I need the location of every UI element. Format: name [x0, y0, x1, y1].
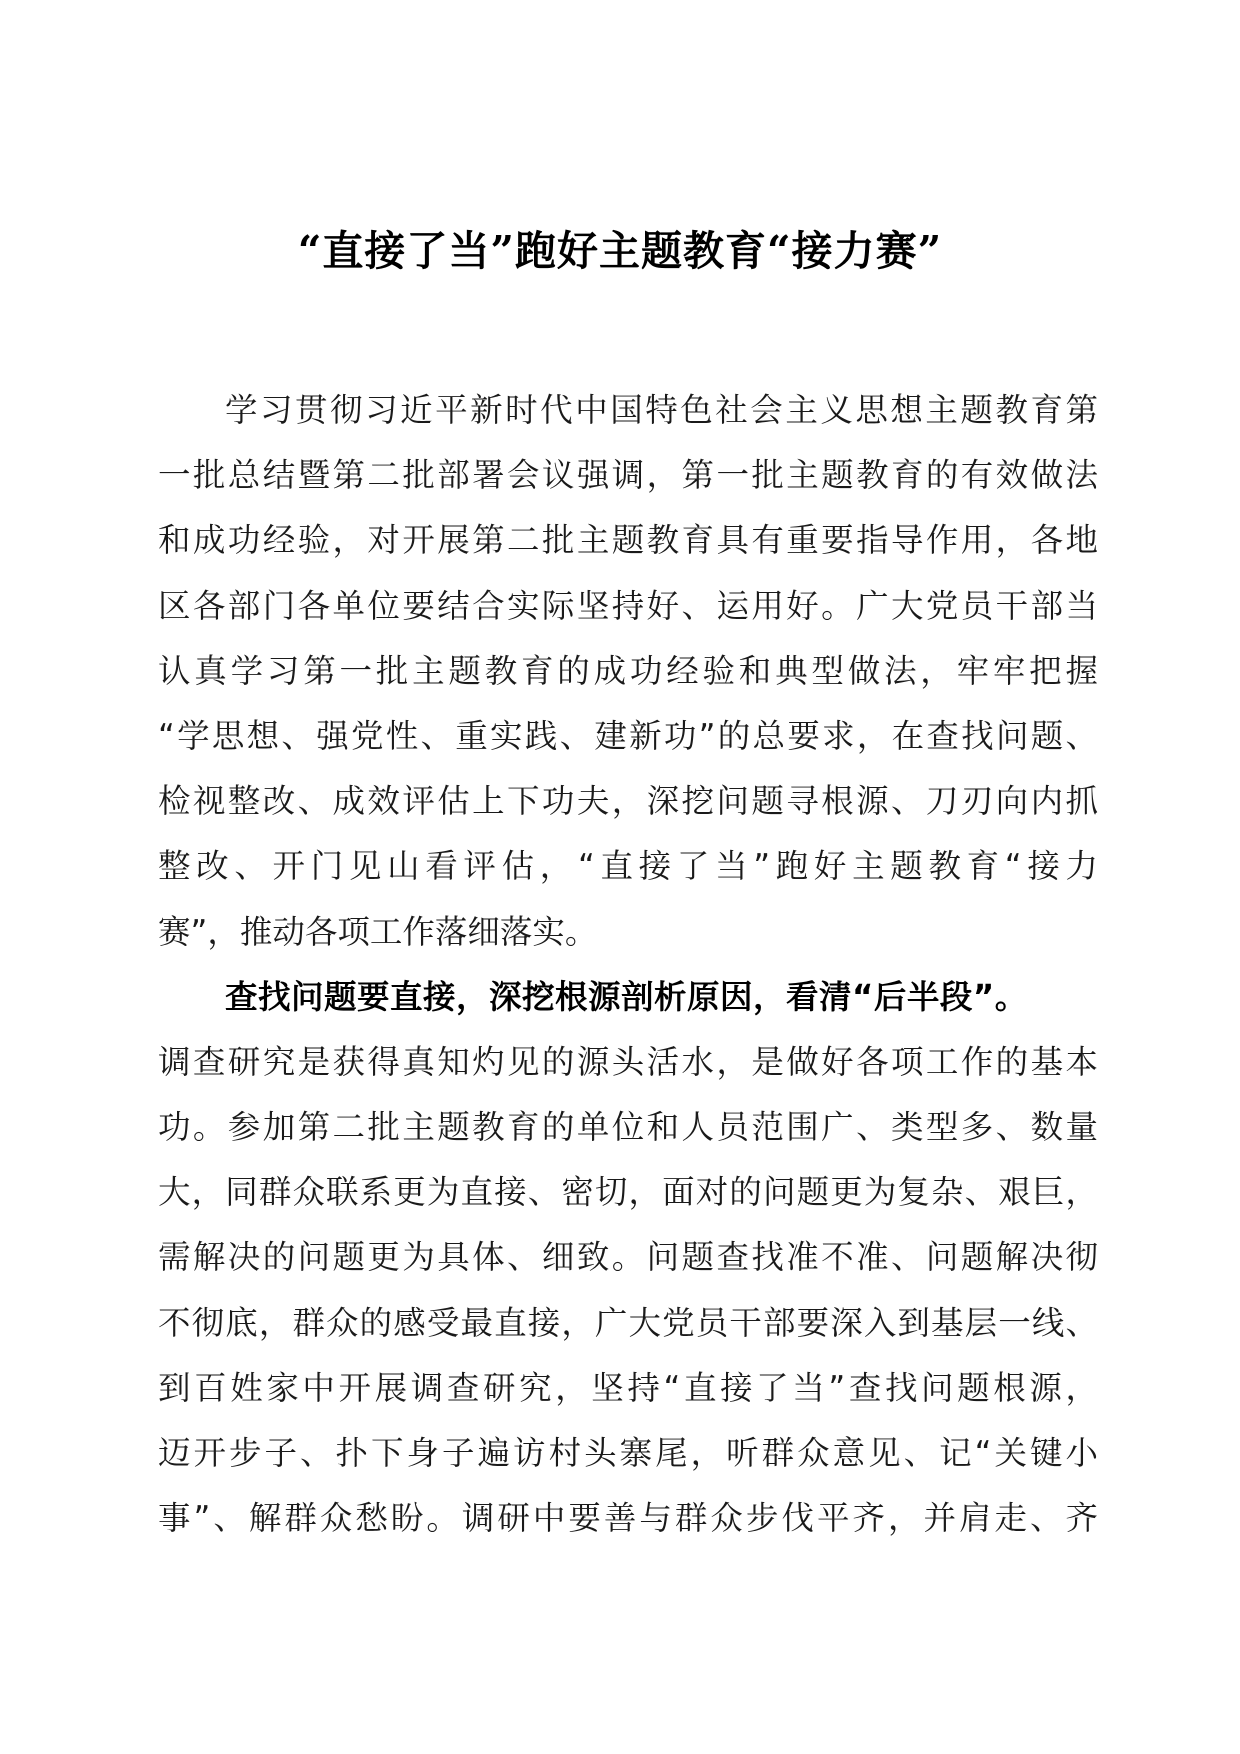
text-line: 认真学习第一批主题教育的成功经验和典型做法，牢牢把握 — [158, 651, 1098, 690]
text-line: “学思想、强党性、重实践、建新功”的总要求，在查找问题、 — [158, 716, 1098, 755]
text-line: 学习贯彻习近平新时代中国特色社会主义思想主题教育第 — [225, 391, 1098, 429]
document-title: “直接了当”跑好主题教育“接力赛” — [297, 227, 943, 275]
text-line: 调查研究是获得真知灼见的源头活水，是做好各项工作的基本 — [158, 1042, 1098, 1081]
text-line: 和成功经验，对开展第二批主题教育具有重要指导作用，各地 — [158, 521, 1098, 560]
text-line: 不彻底，群众的感受最直接，广大党员干部要深入到基层一线、 — [158, 1303, 1098, 1342]
section-heading: 查找问题要直接，深挖根源剖析原因，看清“后半段”。 — [225, 977, 1028, 1016]
text-line: 大，同群众联系更为直接、密切，面对的问题更为复杂、艰巨， — [158, 1173, 1098, 1212]
text-line: 检视整改、成效评估上下功夫，深挖问题寻根源、刀刃向内抓 — [158, 782, 1098, 821]
text-line: 需解决的问题更为具体、细致。问题查找准不准、问题解决彻 — [158, 1238, 1098, 1277]
text-line: 区各部门各单位要结合实际坚持好、运用好。广大党员干部当 — [158, 586, 1098, 625]
text-line: 迈开步子、扑下身子遍访村头寨尾，听群众意见、记“关键小 — [158, 1434, 1098, 1472]
document-body — [158, 378, 1098, 1551]
text-line: 到百姓家中开展调查研究，坚持“直接了当”查找问题根源， — [158, 1368, 1098, 1407]
text-line: 一批总结暨第二批部署会议强调，第一批主题教育的有效做法 — [158, 456, 1098, 495]
text-line: 事”、解群众愁盼。调研中要善与群众步伐平齐，并肩走、齐 — [158, 1499, 1098, 1538]
text-line: 整改、开门见山看评估，“直接了当”跑好主题教育“接力 — [158, 847, 1098, 886]
text-line: 赛”，推动各项工作落细落实。 — [158, 912, 598, 951]
text-line: 功。参加第二批主题教育的单位和人员范围广、类型多、数量 — [158, 1108, 1098, 1147]
